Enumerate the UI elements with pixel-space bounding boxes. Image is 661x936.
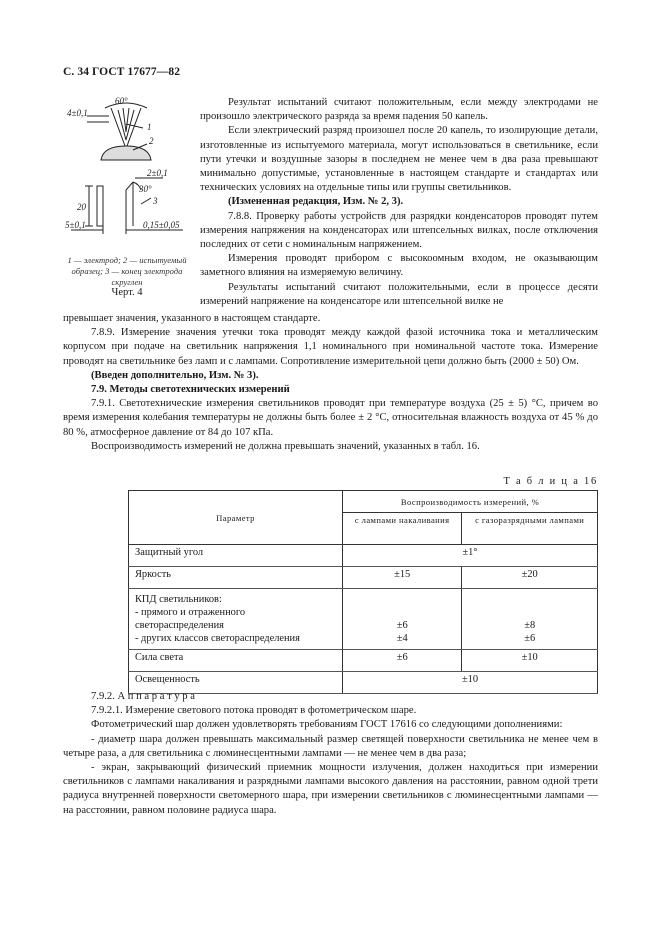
table-caption: Т а б л и ц а 16 <box>503 476 598 487</box>
param-sub: - других классов светораспределения <box>135 633 300 644</box>
dim-015-label: 0,15±0,05 <box>143 220 180 230</box>
electrode-drawing <box>63 94 215 254</box>
header-param: Параметр <box>129 491 343 545</box>
dim-top-label: 4±0,1 <box>67 108 88 118</box>
right-column-text <box>200 96 598 309</box>
header-incandescent: с лампами накаливания <box>343 513 462 545</box>
angle-30-label: 30° <box>139 184 152 194</box>
num-3: 3 <box>153 196 158 206</box>
paragraph: 7.9.2.1. Измерение светового потока проводят в фотометрическом шаре. <box>91 705 417 717</box>
value-cell <box>462 589 598 650</box>
paragraph: Измерения проводят прибором с высокоомным входом, не оказывающим заметного влияния на измеряемую величину. <box>200 253 598 279</box>
param-cell <box>129 589 343 650</box>
paragraph: Фотометрический шар должен удовлетворять требованиям ГОСТ 17616 со следующими дополнениями: <box>91 719 563 731</box>
table-row <box>129 545 598 567</box>
figure-title: Черт. 4 <box>111 287 143 298</box>
table-row <box>129 650 598 672</box>
figure-caption: 1 — электрод; 2 — испытуемый образец; 3 — конец электрода скруглен <box>67 255 187 287</box>
param-cell: Освещенность <box>129 672 343 694</box>
table-row <box>129 589 598 650</box>
table-row <box>129 567 598 589</box>
table-16 <box>128 490 598 694</box>
value-cell: ±15 <box>343 567 462 589</box>
value-cell: ±1° <box>343 545 598 567</box>
header-repro: Воспроизводимость измерений, % <box>343 491 598 513</box>
param-cell: Защитный угол <box>129 545 343 567</box>
num-2: 2 <box>149 136 154 146</box>
full-width-text <box>63 312 598 454</box>
value: ±6 <box>396 620 408 631</box>
amendment-note: (Введен дополнительно, Изм. № 3). <box>91 369 259 381</box>
value-cell: ±6 <box>343 650 462 672</box>
value-cell: ±10 <box>462 650 598 672</box>
num-1: 1 <box>147 122 152 132</box>
paragraph: 7.9.1. Светотехнические измерения светильников проводят при температуре воздуха (25 ± 5) °С, причем во время измерения колебания температуры не должны быть более ± 2 °С, относительная влажность воздуха от 45 % до 80 %, атмосферное давление от 84 до 107 кПа. <box>63 398 598 438</box>
value: ±4 <box>396 633 408 644</box>
param-sub: - прямого и отраженного светораспределения <box>135 607 246 631</box>
paragraph: Результаты испытаний считают положительными, если в процессе десяти измерений напряжение на конденсаторе или штепсельной вилке не <box>200 281 598 307</box>
angle-label: 60° <box>115 96 128 106</box>
paragraph: Воспроизводимость измерений не должна превышать значений, указанных в табл. 16. <box>91 440 480 452</box>
paragraph: 7.8.9. Измерение значения утечки тока проводят между каждой фазой источника тока и металлическим корпусом при подаче на светильник напряжения 1,1 номинального при номинальной частоте тока. Измерение проводят на светильнике без ламп и с лампами. Сопротивление измерительной цепи должно быть (2000 ± 50) Ом. <box>63 327 598 367</box>
value: ±6 <box>524 633 536 644</box>
page-header: С. 34 ГОСТ 17677—82 <box>63 66 181 78</box>
header-gas: с газоразрядными лампами <box>462 513 598 545</box>
figure-electrode <box>63 94 215 324</box>
paragraph: превышает значения, указанного в настоящем стандарте. <box>63 313 321 324</box>
value-cell: ±10 <box>343 672 598 694</box>
dim-2-label: 2±0,1 <box>147 168 168 178</box>
dim-5-label: 5±0,1 <box>65 220 86 230</box>
value-cell: ±20 <box>462 567 598 589</box>
value-cell <box>343 589 462 650</box>
param-cell: Яркость <box>129 567 343 589</box>
paragraph: - экран, закрывающий физический приемник мощности излучения, должен находиться при измерении светильников с лампами накаливания и разрядными лампами высокого давления на расстоянии, равном одной трети радиуса внутренней поверхности светомерного шара, при измерении светильников с люминесцентными лампами — на расстоянии, равном половине радиуса шара. <box>63 762 598 816</box>
section-792 <box>63 690 598 818</box>
section-heading: 7.9. Методы светотехнических измерений <box>91 384 290 396</box>
amendment-note: (Измененная редакция, Изм. № 2, 3). <box>228 196 404 208</box>
param-title: КПД светильников: <box>135 594 222 605</box>
paragraph: Если электрический разряд произошел после 20 капель, то изолирующие детали, изготовленные из испытуемого материала, могут использоваться в светильнике, если пути утечки и воздушные зазоры в последнем не менее чем в два раза превышают минимально допустимые, установленные в настоящем стандарте и стандартах или технических условиях на отдельные типы или группы светильников. <box>200 125 598 194</box>
paragraph: 7.8.8. Проверку работы устройств для разрядки конденсаторов проводят путем измерения напряжения на конденсаторах или штепсельных вилках, после отключения последних от сети с номинальным напряжением. <box>200 210 598 251</box>
value: ±8 <box>524 620 536 631</box>
paragraph: - диаметр шара должен превышать максимальный размер светящей поверхности светильника не менее чем в четыре раза, а для светильника с люминесцентными лампами — не менее чем в два раза; <box>63 733 598 759</box>
dim-20-label: 20 <box>77 202 86 212</box>
paragraph: Результат испытаний считают положительным, если между электродами не произошло электрического разряда за время падения 50 капель. <box>200 97 598 123</box>
section-heading: 7.9.2. А п п а р а т у р а <box>91 691 195 702</box>
param-cell: Сила света <box>129 650 343 672</box>
